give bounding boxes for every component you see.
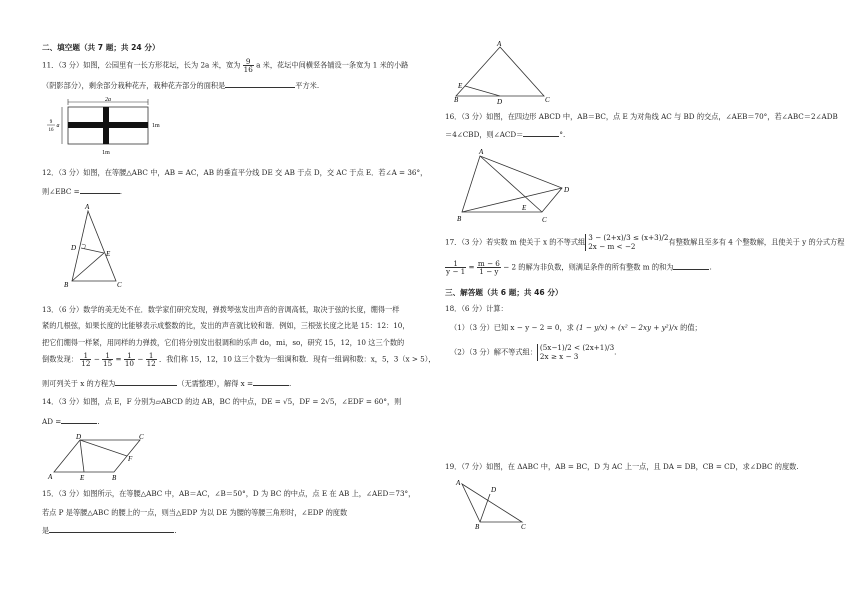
q13-equation-blank[interactable] [115, 378, 177, 386]
q13-line-3: 把它们绷得一样紧，用同样的力弹拨，它们将分别发出很调和的乐声 do，mi，so，研究 15，12，10 这三个数的 [42, 338, 405, 347]
question-15: 15．（3 分）如图所示，在等腰△ABC 中，AB＝AC，∠B＝50°，D 为 BC 的中点，点 E 在 AB 上，∠AED＝73°， [42, 489, 416, 498]
label-B: B [112, 474, 117, 482]
q13-line-2: 紧的几根弦，如果长度的比能够表示成整数的比，发出的声音就比较和谐．例如，三根弦长度之比是 15：12：10， [42, 321, 410, 330]
label-F: F [128, 455, 133, 463]
question-17: 17．（3 分）若实数 m 使关于 x 的不等式组3 − (2+x)/3 ≤ (x+3)/2 2x − m < −2 有整数解且至多有 4 个整数解，且使关于 y 的分式方程 [445, 233, 845, 251]
q15-triangle-diagram [452, 40, 562, 106]
question-16: 16．（3 分）如图，在四边形 ABCD 中，AB＝BC，点 E 为对角线 AC 与 BD 的交点，∠AEB＝70°，若∠ABC＝2∠ADB [445, 112, 838, 121]
q15-line-2: 若点 P 是等腰△ABC 的腰上的一点，则当△EDP 为以 DE 为腰的等腰三角形时，∠EDP 的度数 [42, 508, 348, 517]
q13-line-5: 则可列关于 x 的方程为 （无需整理），解得 x = . [42, 379, 292, 388]
q14-answer-blank[interactable] [61, 416, 97, 424]
q13-line-4: 倒数发现： $\frac{1}{12}$ − $\frac{1}{15}$ = $\frac{1}{10}$ − $\frac{1}{12}$ ．我们称 15，12，10 这三个数为一组调和数．现有一组调和数：x，5，3（x > 5）， [42, 351, 436, 369]
label-A: A [85, 203, 90, 211]
label-E: E [106, 250, 111, 258]
q17-inequality-system: 3 − (2+x)/3 ≤ (x+3)/2 2x − m < −2 [585, 234, 668, 251]
question-11 [42, 58, 437, 73]
vertical-path [103, 107, 109, 144]
q11-answer-blank[interactable] [225, 80, 295, 88]
label-D: D [71, 244, 77, 252]
label-B: B [475, 523, 480, 530]
label-B: B [454, 96, 459, 104]
label-E: E [458, 82, 463, 90]
q12-figure [56, 201, 136, 291]
q17-answer-blank[interactable] [673, 262, 709, 270]
label-A: A [497, 40, 502, 48]
question-14: 14．（3 分）如图，点 E，F 分别为▱ABCD 的边 AB，BC 的中点，DE = √5，DF = 2√5，∠EDF = 60°，则 [42, 397, 402, 406]
garden-diagram [46, 96, 162, 158]
q15-line-3: 是 . [42, 526, 177, 535]
q19-figure [454, 478, 534, 530]
label-C: C [542, 216, 547, 224]
label-A: A [456, 479, 461, 487]
label-C: C [117, 281, 122, 289]
label-C: C [521, 523, 526, 530]
q18-part-2: （2）（3 分）解不等式组：(5x−1)/2 < (2x+1)/3 2x ≥ x − 3 . [450, 343, 617, 361]
label-D: D [76, 433, 82, 441]
q16-answer-blank[interactable] [523, 129, 559, 137]
question-13: 13．（6 分）数学的美无处不在．数学家们研究发现，弹拨琴弦发出声音的音调高低，取决于弦的长度，绷得一样 [42, 305, 400, 314]
q14-figure [44, 432, 154, 482]
question-12: 12．（3 分）如图，在等腰△ABC 中，AB = AC，AB 的垂直平分线 DE 交 AB 于点 D，交 AC 于点 E．若∠A = 36°， [42, 168, 428, 177]
label-E: E [80, 474, 85, 482]
label-1m-bottom: 1m [102, 150, 110, 156]
q13-x-blank[interactable] [253, 378, 289, 386]
q16-line-2: ＝4∠CBD，则∠ACD＝ °. [445, 130, 566, 139]
q14-line-2: AD = . [42, 417, 100, 426]
svg-text:a: a [56, 123, 60, 129]
label-C: C [545, 96, 550, 104]
q11-fraction: $\frac{9}{16}$ [243, 57, 253, 75]
label-D: D [497, 98, 503, 106]
quadrilateral-diagram [452, 146, 582, 224]
label-C: C [139, 433, 144, 441]
label-1m-right: 1m [152, 123, 160, 129]
label-2a: 2a [105, 97, 111, 103]
label-B: B [457, 215, 462, 223]
label-D: D [491, 486, 497, 494]
label-D: D [564, 186, 570, 194]
q18-inequality-system: (5x−1)/2 < (2x+1)/3 2x ≥ x − 3 [537, 344, 614, 361]
q11-text-2: a 米，花坛中间横竖各铺设一条宽为 1 米的小路 [256, 60, 409, 70]
question-19: 19．（7 分）如图，在 ΔABC 中，AB = BC，D 为 AC 上一点，且 DA = DB，CB = CD，求∠DBC 的度数. [445, 462, 799, 471]
label-E: E [522, 204, 527, 212]
q11-figure [46, 96, 162, 158]
label-A: A [479, 148, 484, 156]
q16-figure [452, 146, 582, 224]
question-18: 18．（6 分）计算： [445, 304, 508, 313]
q11-line-2: （阴影部分），剩余部分栽种花卉，栽种花卉部分的面积是 平方米. [42, 81, 320, 90]
q15-figure [452, 40, 562, 106]
section-title-fill-blank: 二、填空题（共 7 题；共 24 分） [42, 43, 160, 52]
svg-text:9: 9 [49, 120, 53, 125]
q12-answer-blank[interactable] [80, 186, 120, 194]
q11-text: 11．（3 分）如图，公园里有一长方形花坛，长为 2a 米，宽为 [42, 60, 241, 70]
q18-part-1: （1）（3 分）已知 x − y − 2 = 0，求 (1 − y/x) ÷ (x² − 2xy + y²)/x 的值； [450, 323, 702, 332]
section-title-solve: 三、解答题（共 6 题；共 46 分） [445, 288, 563, 297]
q19-triangle-diagram [454, 478, 534, 530]
q12-line-2: 则∠EBC = . [42, 187, 122, 196]
parallelogram-diagram [44, 432, 154, 482]
label-B: B [64, 281, 69, 289]
svg-text:16: 16 [48, 128, 54, 133]
isosceles-triangle-diagram [56, 201, 136, 291]
q15-answer-blank[interactable] [49, 525, 174, 533]
label-A: A [48, 473, 53, 481]
q17-line-2: $\frac{1}{y - 1}$ = $\frac{m - 6}{1 - y}$ − 2 的解为非负数，则满足条件的所有整数 m 的和为 . [446, 259, 712, 277]
